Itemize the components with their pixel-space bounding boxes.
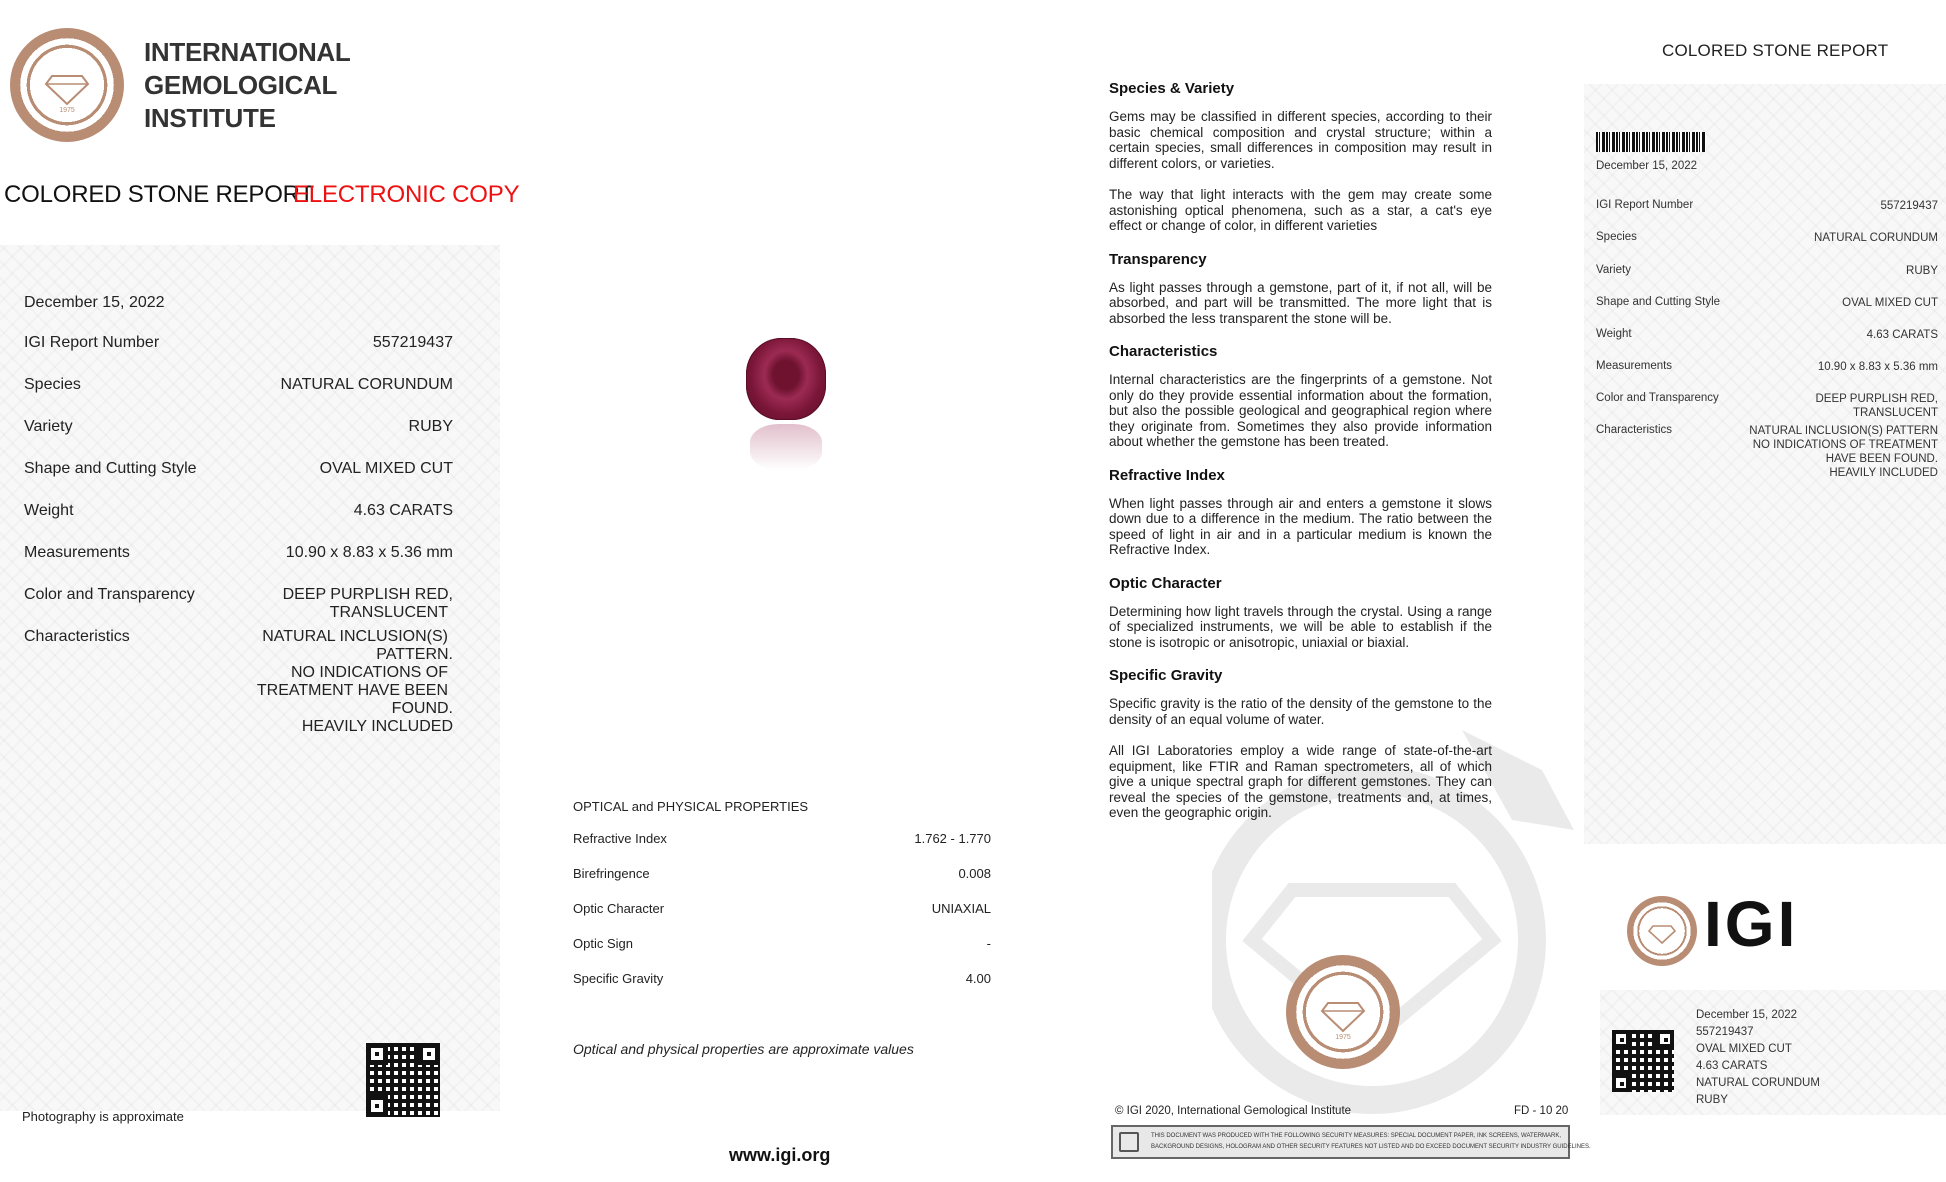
igi-seal-small <box>1627 896 1697 966</box>
summary-date: December 15, 2022 <box>1696 1009 1798 1021</box>
info-title-transparency: Transparency <box>1109 250 1207 268</box>
mini-value-char-1: NATURAL INCLUSION(S) PATTERN <box>1749 425 1938 437</box>
mini-label-weight: Weight <box>1596 328 1632 340</box>
prop-value-optic-character: UNIAXIAL <box>931 901 991 916</box>
prop-label-refractive-index: Refractive Index <box>573 831 667 846</box>
row-value-char-5: FOUND. <box>391 700 453 717</box>
mini-value-report-number: 557219437 <box>1880 200 1938 212</box>
row-label-report-number: IGI Report Number <box>24 334 160 351</box>
security-strip <box>1111 1125 1591 1159</box>
summary-report-number: 557219437 <box>1696 1026 1754 1038</box>
info-title-characteristics: Characteristics <box>1109 343 1218 360</box>
row-value-shape: OVAL MIXED CUT <box>319 460 453 477</box>
prop-label-specific-gravity: Specific Gravity <box>573 971 664 986</box>
prop-value-birefringence: 0.008 <box>958 866 991 881</box>
mini-value-variety: RUBY <box>1906 265 1938 277</box>
prop-value-optic-sign: - <box>986 936 991 951</box>
mini-value-measurements: 10.90 x 8.83 x 5.36 mm <box>1817 361 1938 373</box>
row-value-report-number: 557219437 <box>372 334 453 351</box>
summary-variety: RUBY <box>1696 1094 1728 1106</box>
row-value-char-2: PATTERN. <box>376 646 453 663</box>
main-report-panel <box>0 245 500 1124</box>
mini-date: December 15, 2022 <box>1596 160 1698 172</box>
mini-value-color-1: DEEP PURPLISH RED, <box>1815 393 1938 405</box>
mini-value-color-2: TRANSLUCENT <box>1853 407 1938 419</box>
row-value-color-2: TRANSLUCENT <box>329 604 448 621</box>
info-title-species: Species & Variety <box>1109 80 1235 97</box>
row-label-characteristics: Characteristics <box>24 628 130 645</box>
org-name-line2: GEMOLOGICAL <box>144 70 338 100</box>
info-column <box>1109 80 1492 821</box>
report-title: COLORED STONE REPORT <box>4 181 314 208</box>
mini-value-char-2: NO INDICATIONS OF TREATMENT <box>1752 439 1938 451</box>
org-name-line3: INSTITUTE <box>144 103 276 133</box>
row-value-char-1: NATURAL INCLUSION(S) <box>262 628 448 645</box>
info-body-characteristics: Internal characteristics are the fingerprints of a gemstone. Not only do they provide essential information about the formation, but also the possible geological and geographical region where they originate from. Sometimes they also provide information about whether the gemstone has been treated. <box>1109 372 1492 449</box>
prop-label-birefringence: Birefringence <box>573 866 650 881</box>
mini-report-title: COLORED STONE REPORT <box>1662 41 1889 60</box>
row-value-species: NATURAL CORUNDUM <box>280 376 453 393</box>
row-value-measurements: 10.90 x 8.83 x 5.36 mm <box>285 544 453 561</box>
copyright: © IGI 2020, International Gemological Institute <box>1115 1105 1352 1117</box>
mini-qr-code <box>1612 1030 1674 1092</box>
mini-label-variety: Variety <box>1596 264 1631 276</box>
row-label-species: Species <box>24 376 81 393</box>
mini-label-measurements: Measurements <box>1596 360 1673 372</box>
mini-value-char-4: HEAVILY INCLUDED <box>1829 467 1938 479</box>
mini-label-color: Color and Transparency <box>1596 392 1719 404</box>
svg-text:1975: 1975 <box>59 107 75 114</box>
security-line-2: BACKGROUND DESIGNS, HOLOGRAM AND OTHER SECURITY FEATURES NOT LISTED AND DO EXCEED DOCUMENT SECURITY INDUSTRY GUIDELINES. <box>1151 1144 1591 1150</box>
row-label-color: Color and Transparency <box>24 586 195 603</box>
row-value-weight: 4.63 CARATS <box>353 502 453 519</box>
mini-value-species: NATURAL CORUNDUM <box>1814 232 1938 244</box>
row-value-variety: RUBY <box>408 418 453 435</box>
row-value-char-4: TREATMENT HAVE BEEN <box>256 682 448 699</box>
diamond-icon <box>36 54 98 116</box>
info-body-optic: Determining how light travels through the crystal. Using a range of specialized instruments, we will be able to establish if the stone is isotropic or anisotropic, uniaxial or biaxial. <box>1109 603 1492 650</box>
mini-label-characteristics: Characteristics <box>1596 424 1673 436</box>
ruby-gemstone-image <box>744 336 828 486</box>
row-value-char-3: NO INDICATIONS OF <box>290 664 448 681</box>
summary-species: NATURAL CORUNDUM <box>1696 1077 1820 1089</box>
info-body-gravity-2: All IGI Laboratories employ a wide range of state-of-the-art equipment, like FTIR and Raman spectrometers, all of which give a unique spectral graph for different gemstones. They can reveal the species of the gemstone, treatments and, at times, even the geographic origin. <box>1109 743 1492 820</box>
mini-value-char-3: HAVE BEEN FOUND. <box>1825 453 1938 465</box>
properties-note: Optical and physical properties are approximate values <box>573 1041 914 1057</box>
mini-report-panel <box>1584 84 1946 844</box>
prop-label-optic-character: Optic Character <box>573 901 665 916</box>
report-qr-code <box>366 1043 440 1117</box>
mini-value-weight: 4.63 CARATS <box>1866 329 1938 341</box>
info-title-refractive: Refractive Index <box>1109 466 1225 484</box>
barcode <box>1596 132 1706 152</box>
igi-seal-logo <box>10 28 124 142</box>
mini-value-shape: OVAL MIXED CUT <box>1842 297 1938 309</box>
org-name-line1: INTERNATIONAL <box>144 37 351 67</box>
svg-text:1975: 1975 <box>1335 1034 1351 1041</box>
electronic-copy-label: ELECTRONIC COPY <box>293 181 520 208</box>
diamond-icon <box>1643 912 1681 950</box>
mini-summary-panel <box>1600 990 1946 1115</box>
properties-title: OPTICAL and PHYSICAL PROPERTIES <box>573 799 809 814</box>
row-value-char-6: HEAVILY INCLUDED <box>301 718 453 735</box>
info-title-gravity: Specific Gravity <box>1109 667 1223 684</box>
document-icon <box>1119 1132 1139 1152</box>
form-code: FD - 10 20 <box>1514 1105 1569 1117</box>
security-line-1: THIS DOCUMENT WAS PRODUCED WITH THE FOLLOWING SECURITY MEASURES: SPECIAL DOCUMENT PAPER, INK SCREENS, WATERMARK, <box>1151 1133 1562 1139</box>
website-link[interactable]: www.igi.org <box>729 1145 831 1165</box>
row-label-shape: Shape and Cutting Style <box>24 460 197 477</box>
summary-weight: 4.63 CARATS <box>1696 1060 1768 1072</box>
info-body-refractive: When light passes through air and enters a gemstone it slows down due to a difference in the medium. The ratio between the speed of light in air and in a particular medium is known the Refractive Index. <box>1109 495 1492 557</box>
igi-seal-center <box>1286 955 1400 1069</box>
info-title-optic: Optic Character <box>1109 574 1222 592</box>
diamond-icon <box>1312 981 1374 1043</box>
row-label-variety: Variety <box>24 418 73 435</box>
info-body-gravity-1: Specific gravity is the ratio of the density of the gemstone to the density of an equal volume of water. <box>1109 696 1492 727</box>
mini-label-report-number: IGI Report Number <box>1596 199 1694 211</box>
mini-label-shape: Shape and Cutting Style <box>1596 296 1721 308</box>
row-label-measurements: Measurements <box>24 544 130 561</box>
photo-note: Photography is approximate <box>22 1109 184 1124</box>
row-label-weight: Weight <box>24 502 74 519</box>
summary-shape: OVAL MIXED CUT <box>1696 1043 1792 1055</box>
prop-value-refractive-index: 1.762 - 1.770 <box>914 831 991 846</box>
report-date: December 15, 2022 <box>24 294 165 311</box>
prop-value-specific-gravity: 4.00 <box>965 971 991 986</box>
info-body-species-1: Gems may be classified in different species, according to their basic chemical composition and crystal structure; within a certain species, small differences in composition may result in different colors, or varieties. <box>1109 109 1492 171</box>
info-body-transparency: As light passes through a gemstone, part of it, if not all, will be absorbed, and part will be transmitted. The more light that is absorbed the less transparent the stone will be. <box>1109 279 1492 326</box>
igi-logo-text: IGI <box>1704 888 1799 960</box>
prop-label-optic-sign: Optic Sign <box>573 936 633 951</box>
row-value-color-1: DEEP PURPLISH RED, <box>282 586 453 603</box>
mini-label-species: Species <box>1596 231 1637 243</box>
info-body-species-2: The way that light interacts with the gem may create some astonishing optical phenomena, such as a star, a cat's eye effect or change of color, in different varieties <box>1109 187 1492 233</box>
